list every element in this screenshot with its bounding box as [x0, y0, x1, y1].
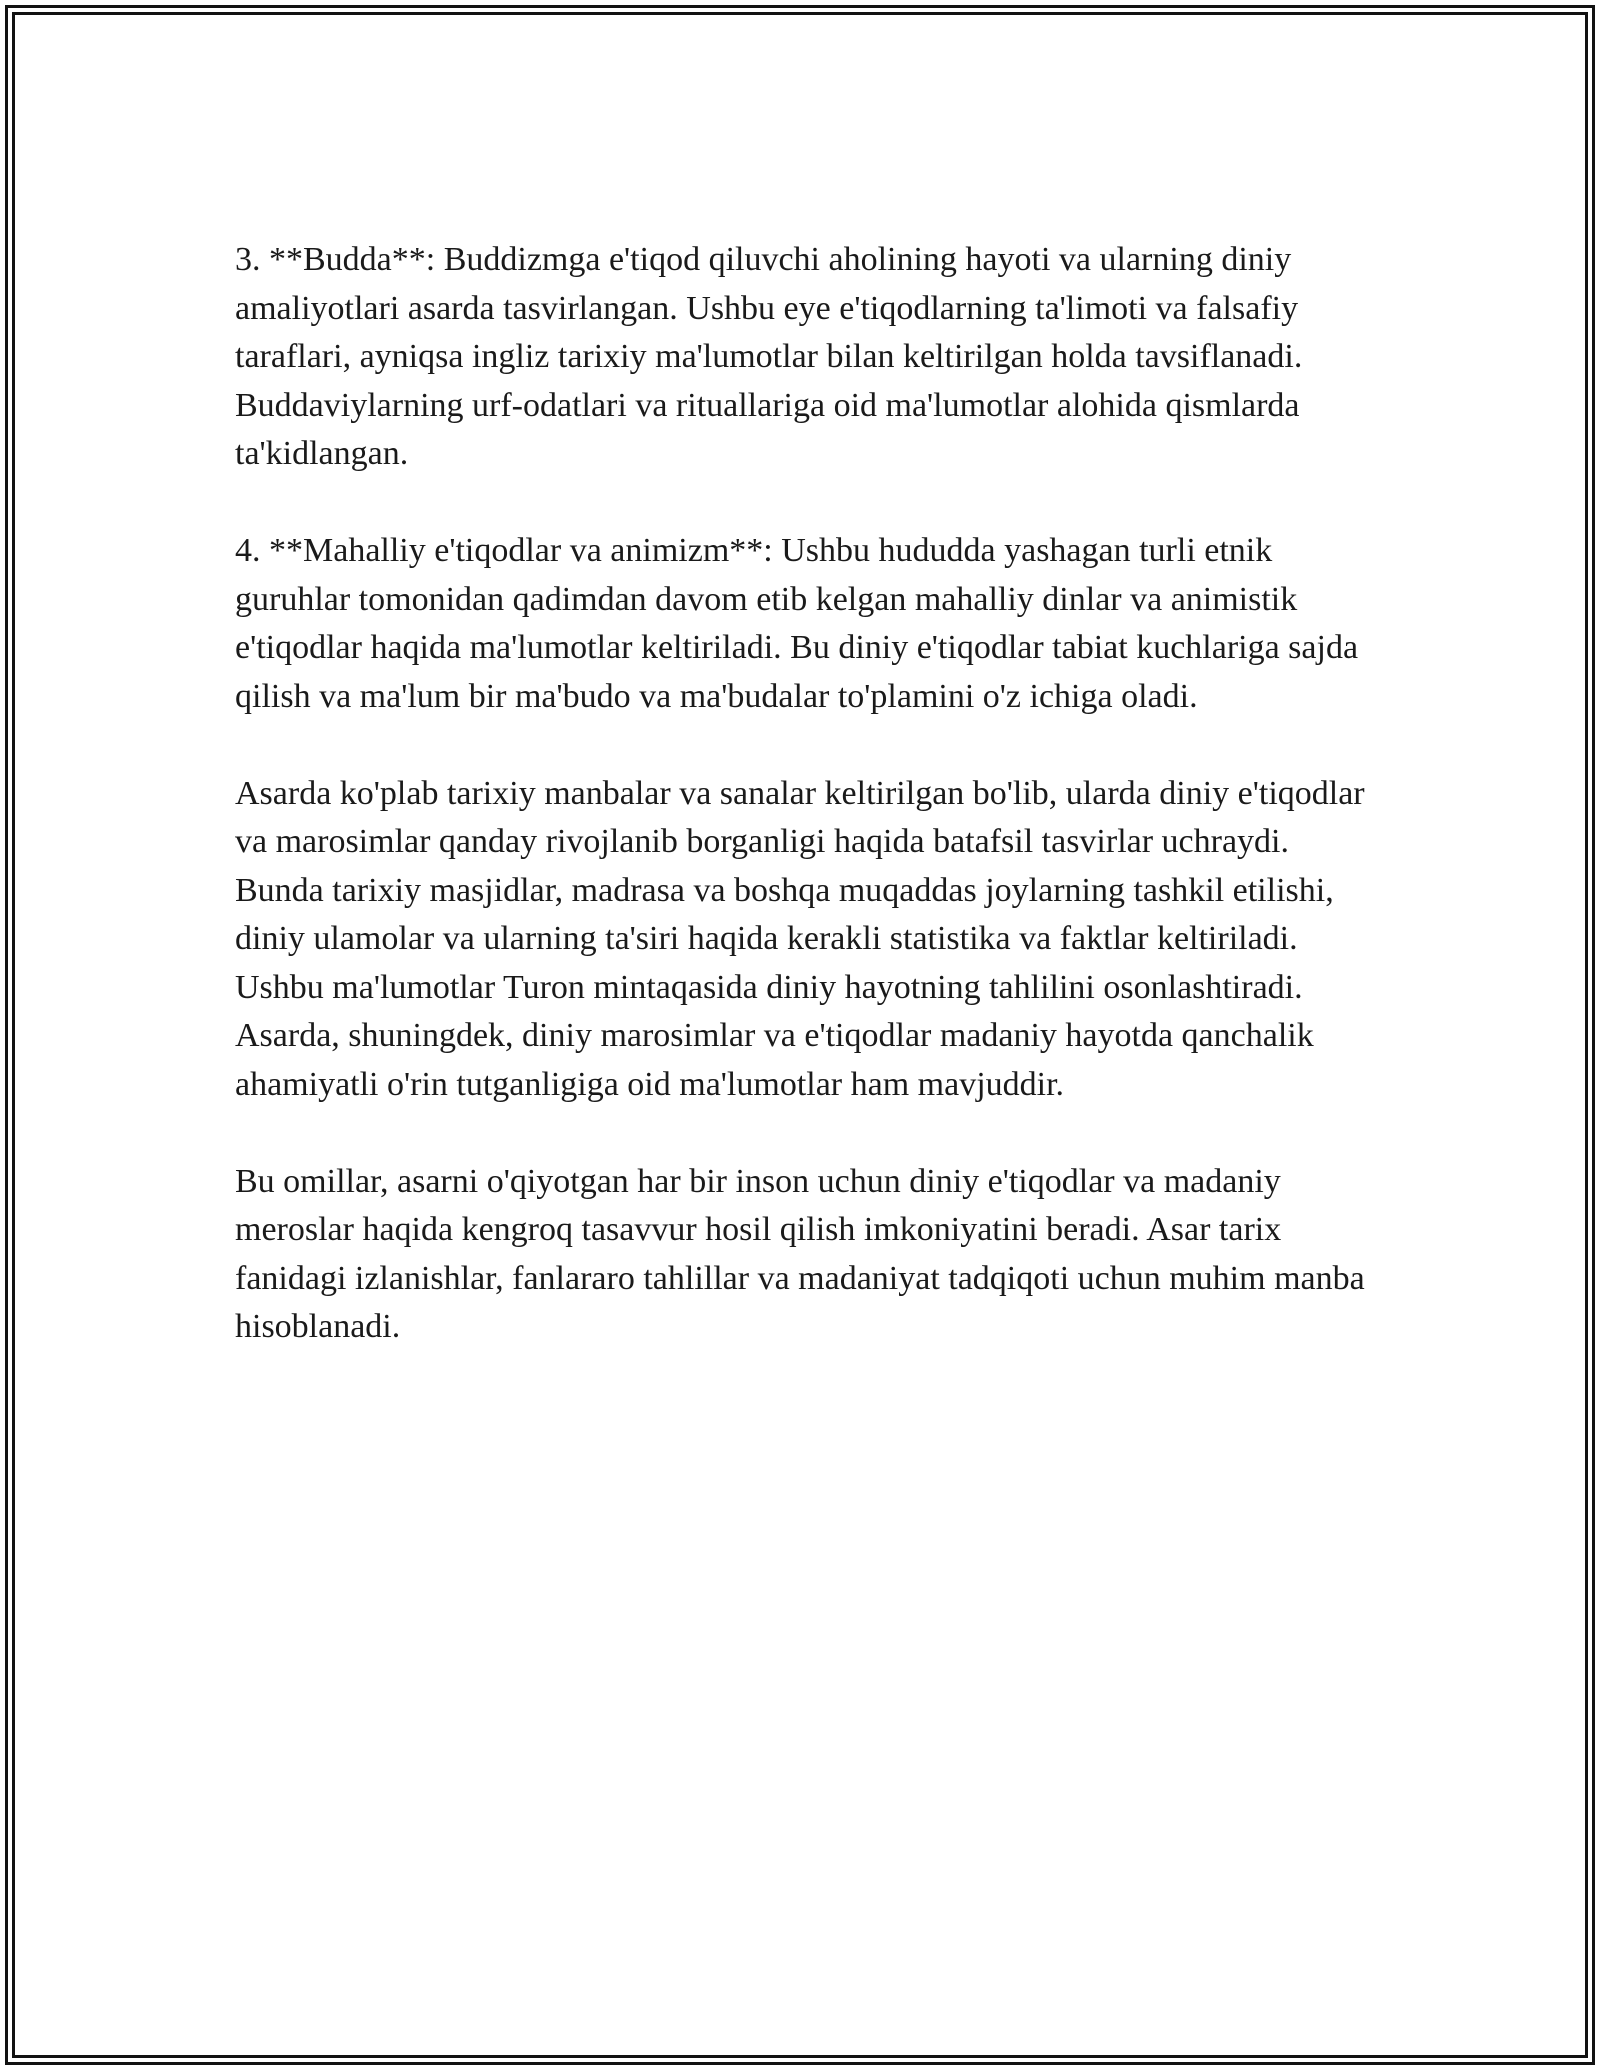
- paragraph-budda: 3. **Budda**: Buddizmga e'tiqod qiluvchi aholining hayoti va ularning diniy amaliyotlari asarda tasvirlangan. Ushbu eye e'tiqodlarning ta'limoti va falsafiy taraflari, ayniqsa ingliz tarixiy ma'lumotlar bilan keltirilgan holda tavsiflanadi. Buddaviylarning urf-odatlari va rituallariga oid ma'lumotlar alohida qismlarda ta'kidlangan.: [235, 241, 1303, 472]
- paragraph-tarixiy-manbalar: Asarda ko'plab tarixiy manbalar va sanalar keltirilgan bo'lib, ularda diniy e'tiqodlar va marosimlar qanday rivojlanib borganligi haqida batafsil tasvirlar uchraydi. Bunda tarixiy masjidlar, madrasa va boshqa muqaddas joylarning tashkil etilishi, diniy ulamolar va ularning ta'siri haqida kerakli statistika va faktlar keltiriladi. Ushbu ma'lumotlar Turon mintaqasida diniy hayotning tahlilini osonlashtiradi. Asarda, shuningdek, diniy marosimlar va e'tiqodlar madaniy hayotda qanchalik ahamiyatli o'rin tutganligiga oid ma'lumotlar ham mavjuddir.: [235, 774, 1365, 1103]
- paragraph-mahalliy-etiqodlar: 4. **Mahalliy e'tiqodlar va animizm**: Ushbu hududda yashagan turli etnik guruhlar tomonidan qadimdan davom etib kelgan mahalliy dinlar va animistik e'tiqodlar haqida ma'lumotlar keltiriladi. Bu diniy e'tiqodlar tabiat kuchlariga sajda qilish va ma'lum bir ma'budo va ma'budalar to'plamini o'z ichiga oladi.: [235, 532, 1359, 715]
- paragraph-xulosa: Bu omillar, asarni o'qiyotgan har bir inson uchun diniy e'tiqodlar va madaniy meroslar haqida kengroq tasavvur hosil qilish imkoniyatini beradi. Asar tarix fanidagi izlanishlar, fanlararo tahlillar va madaniyat tadqiqoti uchun muhim manba hisoblanadi.: [235, 1162, 1365, 1345]
- document-body: [235, 236, 1385, 1400]
